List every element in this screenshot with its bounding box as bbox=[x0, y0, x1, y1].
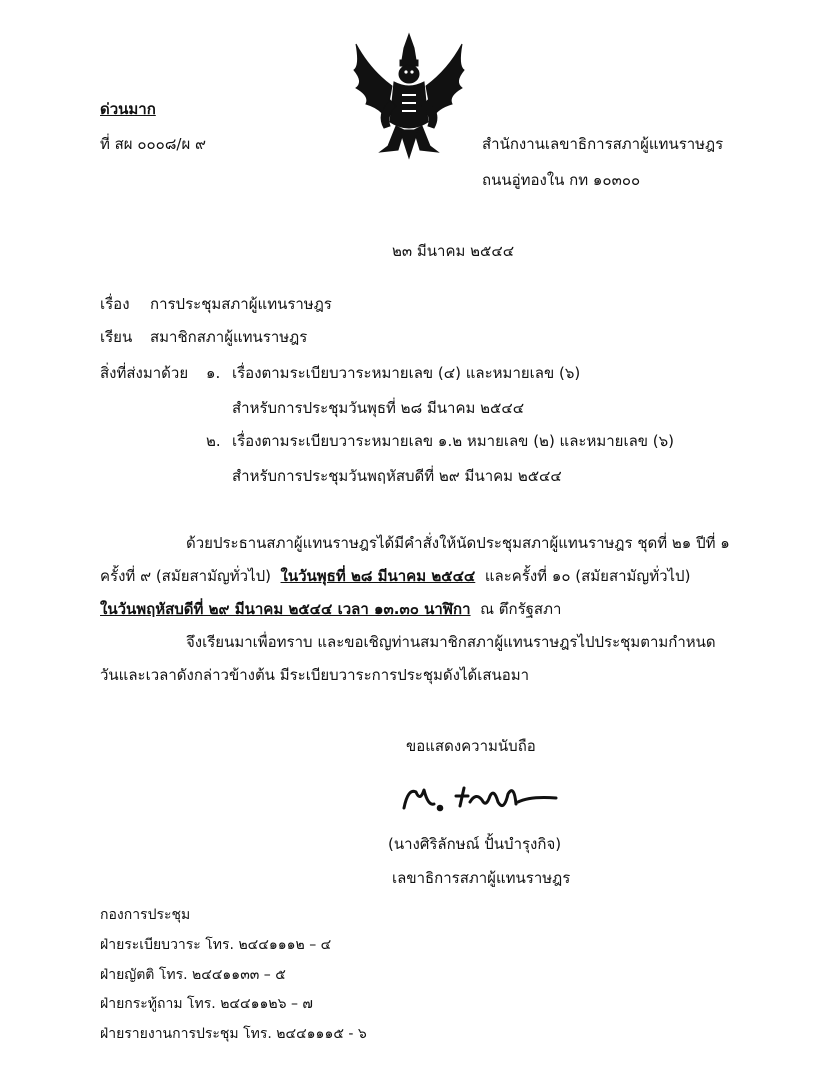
addressee-text: สมาชิกสภาผู้แทนราษฎร bbox=[150, 328, 308, 346]
signer-name: (นางศิริลักษณ์ ปั้นบำรุงกิจ) bbox=[388, 835, 562, 853]
footer-contact: ฝ่ายญัตติ โทร. ๒๔๔๑๑๓๓ – ๕ bbox=[100, 967, 286, 983]
enclosure-item-detail: สำหรับการประชุมวันพฤหัสบดีที่ ๒๙ มีนาคม ๒๕๔๔ bbox=[232, 467, 562, 485]
footer-department: กองการประชุม bbox=[100, 907, 191, 923]
footer-contact: ฝ่ายรายงานการประชุม โทร. ๒๔๔๑๑๑๕ - ๖ bbox=[100, 1026, 367, 1042]
handwritten-signature bbox=[398, 778, 562, 818]
document-date: ๒๓ มีนาคม ๒๕๔๔ bbox=[392, 242, 515, 260]
enclosure-number: ๒. bbox=[206, 432, 221, 450]
enclosure-number: ๑. bbox=[206, 364, 221, 382]
body-paragraph-line bbox=[100, 599, 561, 619]
organization-address: ถนนอู่ทองใน กท ๑๐๓๐๐ bbox=[482, 171, 641, 189]
meeting-9-date: ในวันพุธที่ ๒๘ มีนาคม ๒๕๔๔ bbox=[280, 567, 476, 585]
body-paragraph-line: ด้วยประธานสภาผู้แทนราษฎรได้มีคำสั่งให้นัดประชุมสภาผู้แทนราษฎร ชุดที่ ๒๑ ปีที่ ๑ bbox=[186, 534, 730, 552]
body-paragraph-line: วันและเวลาดังกล่าวข้างต้น มีระเบียบวาระการประชุมดังได้เสนอมา bbox=[100, 666, 530, 684]
subject-text: การประชุมสภาผู้แทนราษฎร bbox=[150, 295, 332, 313]
subject-label: เรื่อง bbox=[100, 295, 130, 313]
addressee-label: เรียน bbox=[100, 328, 133, 346]
closing-salutation: ขอแสดงความนับถือ bbox=[406, 737, 536, 755]
body-paragraph-line: จึงเรียนมาเพื่อทราบ และขอเชิญท่านสมาชิกสภาผู้แทนราษฎรไปประชุมตามกำหนด bbox=[186, 633, 716, 651]
meeting-10-text: และครั้งที่ ๑๐ (สมัยสามัญทั่วไป) bbox=[484, 567, 691, 585]
reference-number: ที่ สผ ๐๐๐๘/ผ ๙ bbox=[100, 135, 207, 153]
enclosures-label: สิ่งที่ส่งมาด้วย bbox=[100, 364, 189, 382]
signer-title: เลขาธิการสภาผู้แทนราษฎร bbox=[392, 869, 571, 887]
enclosure-item-detail: สำหรับการประชุมวันพุธที่ ๒๘ มีนาคม ๒๕๔๔ bbox=[232, 399, 525, 417]
organization-name: สำนักงานเลขาธิการสภาผู้แทนราษฎร bbox=[482, 135, 724, 153]
footer-contact: ฝ่ายระเบียบวาระ โทร. ๒๔๔๑๑๑๒ – ๔ bbox=[100, 937, 332, 953]
meeting-10-date-time: ในวันพฤหัสบดีที่ ๒๙ มีนาคม ๒๕๔๔ เวลา ๑๓.๓๐ นาฬิกา bbox=[100, 600, 471, 618]
body-paragraph-line bbox=[100, 566, 690, 586]
garuda-emblem-icon bbox=[346, 30, 472, 160]
footer-contact: ฝ่ายกระทู้ถาม โทร. ๒๔๔๑๑๒๖ – ๗ bbox=[100, 996, 313, 1012]
enclosure-item: เรื่องตามระเบียบวาระหมายเลข ๑.๒ หมายเลข (๒) และหมายเลข (๖) bbox=[232, 432, 675, 450]
enclosure-item: เรื่องตามระเบียบวาระหมายเลข (๔) และหมายเลข (๖) bbox=[232, 364, 581, 382]
urgency-label: ด่วนมาก bbox=[100, 100, 156, 118]
meeting-location: ณ ตึกรัฐสภา bbox=[480, 600, 562, 618]
meeting-9-text: ครั้งที่ ๙ (สมัยสามัญทั่วไป) bbox=[100, 567, 271, 585]
